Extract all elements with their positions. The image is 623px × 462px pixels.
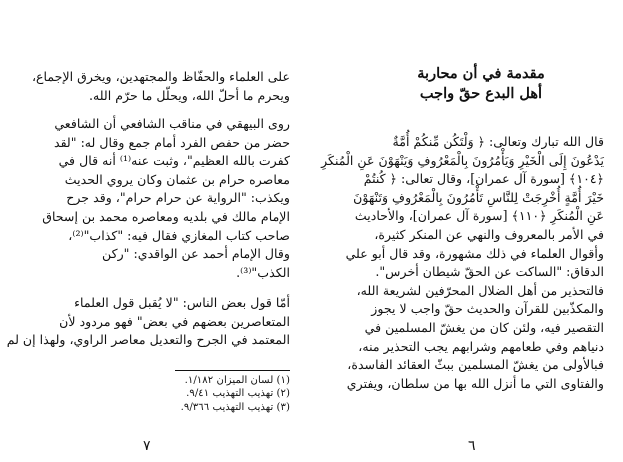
text-line: معاصره حرام بن عثمان وكان يروي الحديث (64, 171, 290, 187)
text-line: ﴿١٠٤﴾ [سورة آل عمران]، وقال تعالى: ﴿ كُنتُمْ (363, 171, 604, 187)
text-line: خَيْرَ أُمَّةٍ أُخْرِجَتْ لِلنَّاسِ تَأْمُرُونَ بِالْمَعْرُوفِ وَتَنْهَوْنَ (353, 189, 604, 205)
text-line: فالتحذير من أهل الضلال المحرّفين لشريعة الله، (356, 282, 604, 298)
text-line: أمّا قول بعض الناس: "لا يُقبل قول العلماء (74, 295, 290, 310)
text-line: على العلماء والحفّاظ والمجتهدين، ويخرق الإجماع، (31, 69, 290, 84)
bayhaqi-paragraph (40, 115, 290, 282)
text-line: وقال الإمام أحمد عن الواقدي: "ركن (102, 246, 290, 262)
text-line: وأقوال العلماء في ذلك مشهورة، وقد قال أبو علي (345, 245, 604, 261)
section-title (381, 64, 581, 104)
text-line: في الأمر بالمعروف والنهي عن المنكر كثيرة، (374, 226, 604, 242)
footnote-3: (٣) تهذيب التهذيب ٩/٣٦٦. (180, 401, 290, 413)
page-left (0, 0, 311, 462)
footnote-divider (175, 370, 290, 371)
text-line: والفتاوى التي ما أنزل الله بها من سلطان، ويفتري (346, 375, 604, 391)
text-line: الإمام مالك في بلديه ومعاصره محمد بن إسحاق (42, 208, 290, 224)
footnotes (120, 374, 290, 414)
title-line: أهل البدع حقّ واجب (419, 85, 543, 102)
rebuttal-paragraph (6, 294, 290, 350)
text-line: كفرت بالله العظيم"، وثبت عنه⁽¹⁾ أنه قال في (58, 153, 290, 169)
text-line: المتعاصرين بعضهم في بعض" فهو مردود لأن (59, 313, 290, 329)
text-line: التقصير فيه، ولئن كان من يغشّ المسلمين في (364, 319, 604, 335)
title-line: مقدمة في أن محاربة (417, 65, 545, 82)
text-line: روى البيهقي في مناقب الشافعي أن الشافعي (54, 116, 290, 131)
text-line: والمكذّبين للقرآن والحديث حقّ واجب لا يجوز (371, 301, 604, 317)
footnote-2: (٢) تهذيب التهذيب ٩/٤١. (186, 388, 290, 400)
page-right (311, 0, 623, 462)
footnote-1: (١) لسان الميزان ١/١٨٢. (184, 375, 290, 386)
page-number: ٦ (468, 438, 476, 454)
text-line: عَنِ الْمُنكَرِ ﴿١١٠﴾ [سورة آل عمران]، والأحاديث (354, 208, 604, 224)
left-continuation-paragraph (31, 68, 290, 105)
text-line: الكذب"⁽³⁾. (236, 264, 290, 280)
text-line: يَدْعُونَ إِلَى الْخَيْرِ وَيَأْمُرُونَ بِالْمَعْرُوفِ وَيَنْهَوْنَ عَنِ الْمُنكَرِ (321, 152, 604, 168)
text-line: صاحب كتاب المغازي فقال فيه: "كذاب"⁽²⁾، (68, 227, 290, 243)
intro-paragraph (321, 133, 604, 393)
text-line: دنياهم وفي طعامهم وشرابهم يجب التحذير منه، (358, 338, 604, 354)
text-line: فبالأولى من يغشّ المسلمين ببثّ العقائد الفاسدة، (347, 357, 604, 373)
text-line: قال الله تبارك وتعالى: ﴿ وَلْتَكُن مِّنكُمْ أُمَّةٌ (392, 134, 604, 149)
text-line: حضر من حفص الفرد أمام جمع وقال له: "لقد (53, 134, 290, 150)
text-line: ويحرم ما أحلّ الله، ويحلّل ما حرّم الله. (88, 87, 290, 103)
text-line: الدقاق: "الساكت عن الحقّ شيطان أخرس". (375, 264, 604, 280)
text-line: المعتمد في الجرح والتعديل معاصر الراوي، ولهذا إن لم (6, 332, 290, 348)
text-line: ويكذب: "الرواية عن حرام حرام"، وقد جرح (66, 190, 290, 206)
page-number: ٧ (143, 438, 151, 454)
